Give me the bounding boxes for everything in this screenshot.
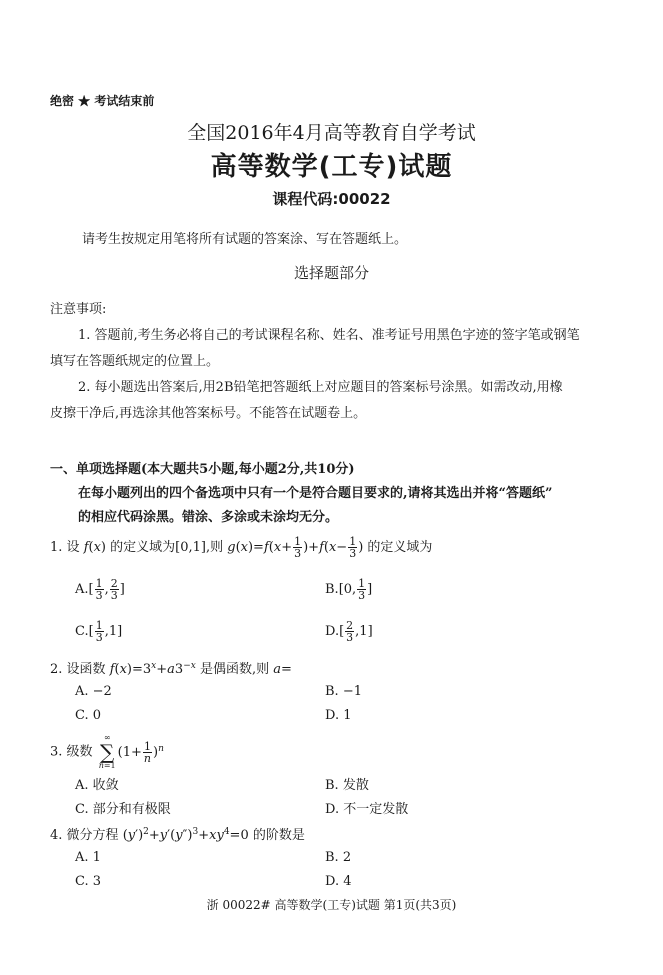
q1-option-d[interactable]: D.[ $\frac{2}{3}$ ,1] bbox=[325, 619, 373, 644]
q1-formula-g: g(x)=f(x+ $\frac{1}{3}$ )+f(x− $\frac{1}{3}$ ) bbox=[227, 535, 364, 560]
q1-option-c[interactable]: C.[ $\frac{1}{3}$ ,1] bbox=[75, 619, 123, 644]
q2-option-c[interactable]: C. 0 bbox=[75, 708, 102, 723]
subject-title: 高等数学(工专)试题 bbox=[210, 152, 453, 182]
q2-option-b[interactable]: B. −1 bbox=[325, 684, 362, 699]
q4-option-b[interactable]: B. 2 bbox=[325, 850, 352, 865]
secret-label: 绝密 ★ 考试结束前 bbox=[50, 94, 155, 108]
q2-text-a: 2. 设函数 bbox=[50, 662, 106, 677]
q1-text-a: 1. 设 bbox=[50, 540, 80, 555]
q3-formula: ∞ ∑ n=1(1+ $\frac{1}{n}$ )$^n$ bbox=[98, 733, 164, 770]
q3-text-a: 3. 级数 bbox=[50, 744, 93, 760]
q4-option-a[interactable]: A. 1 bbox=[75, 850, 101, 865]
question-4 bbox=[50, 824, 305, 843]
q1-text-c: 的定义域为 bbox=[367, 540, 433, 555]
q1-option-a-label: A. bbox=[75, 582, 89, 597]
q4-option-c[interactable]: C. 3 bbox=[75, 874, 102, 889]
note2-line1: 2. 每小题选出答案后,用2B铅笔把答题纸上对应题目的答案标号涂黑。如需改动,用橡 bbox=[78, 380, 563, 395]
part1-desc-line2: 的相应代码涂黑。错涂、多涂或未涂均无分。 bbox=[78, 510, 339, 525]
part1-desc-line1: 在每小题列出的四个备选项中只有一个是符合题目要求的,请将其选出并将“答题纸” bbox=[78, 486, 553, 501]
q2-option-a[interactable]: A. −2 bbox=[75, 684, 112, 699]
question-2 bbox=[50, 658, 292, 677]
q3-option-b[interactable]: B. 发散 bbox=[325, 778, 369, 793]
section-title: 选择题部分 bbox=[293, 264, 369, 282]
q2-text-b: 是偶函数,则 bbox=[199, 662, 270, 677]
instruction-text: 请考生按规定用笔将所有试题的答案涂、写在答题纸上。 bbox=[82, 232, 408, 247]
q3-option-c[interactable]: C. 部分和有极限 bbox=[75, 802, 171, 817]
notes-heading: 注意事项: bbox=[50, 302, 107, 317]
q4-text-a: 4. 微分方程 bbox=[50, 828, 119, 843]
q4-option-d[interactable]: D. 4 bbox=[325, 874, 352, 889]
q4-text-b: 的阶数是 bbox=[252, 828, 305, 843]
q3-option-d[interactable]: D. 不一定发散 bbox=[325, 802, 409, 817]
q2-var-a: a= bbox=[273, 662, 292, 677]
question-1 bbox=[50, 534, 432, 562]
question-3 bbox=[50, 734, 164, 770]
note2-line2: 皮擦干净后,再选涂其他答案标号。不能答在试题卷上。 bbox=[50, 406, 367, 421]
q1-option-b[interactable]: B.[0, $\frac{1}{3}$ ] bbox=[325, 577, 373, 602]
page-footer: 浙 00022# 高等数学(工专)试题 第1页(共3页) bbox=[206, 898, 457, 912]
q3-option-a[interactable]: A. 收敛 bbox=[75, 778, 119, 793]
part1-heading: 一、单项选择题(本大题共5小题,每小题2分,共10分) bbox=[50, 462, 355, 477]
q2-option-d[interactable]: D. 1 bbox=[325, 708, 352, 723]
q1-text-b: 的定义域为[0,1],则 bbox=[110, 540, 224, 555]
exam-title: 全国2016年4月高等教育自学考试 bbox=[187, 122, 476, 144]
q4-formula: $(y')^2+y'(y'')^3+xy^4=0$ bbox=[122, 827, 249, 843]
note1-line1: 1. 答题前,考生务必将自己的考试课程名称、姓名、准考证号用黑色字迹的签字笔或钢笔 bbox=[78, 328, 580, 343]
course-code: 课程代码:00022 bbox=[272, 190, 391, 208]
q1-formula-f: f(x) bbox=[83, 540, 106, 555]
q1-option-a[interactable]: A.[ $\frac{1}{3}$ , $\frac{2}{3}$ ] bbox=[75, 577, 125, 602]
note1-line2: 填写在答题纸规定的位置上。 bbox=[50, 354, 220, 369]
q1-option-b-label: B. bbox=[325, 582, 339, 597]
q1-option-c-label: C. bbox=[75, 624, 89, 639]
q1-option-d-label: D. bbox=[325, 624, 340, 639]
q2-formula: $f(x)=3^x+a3^{-x}$ bbox=[109, 661, 196, 677]
